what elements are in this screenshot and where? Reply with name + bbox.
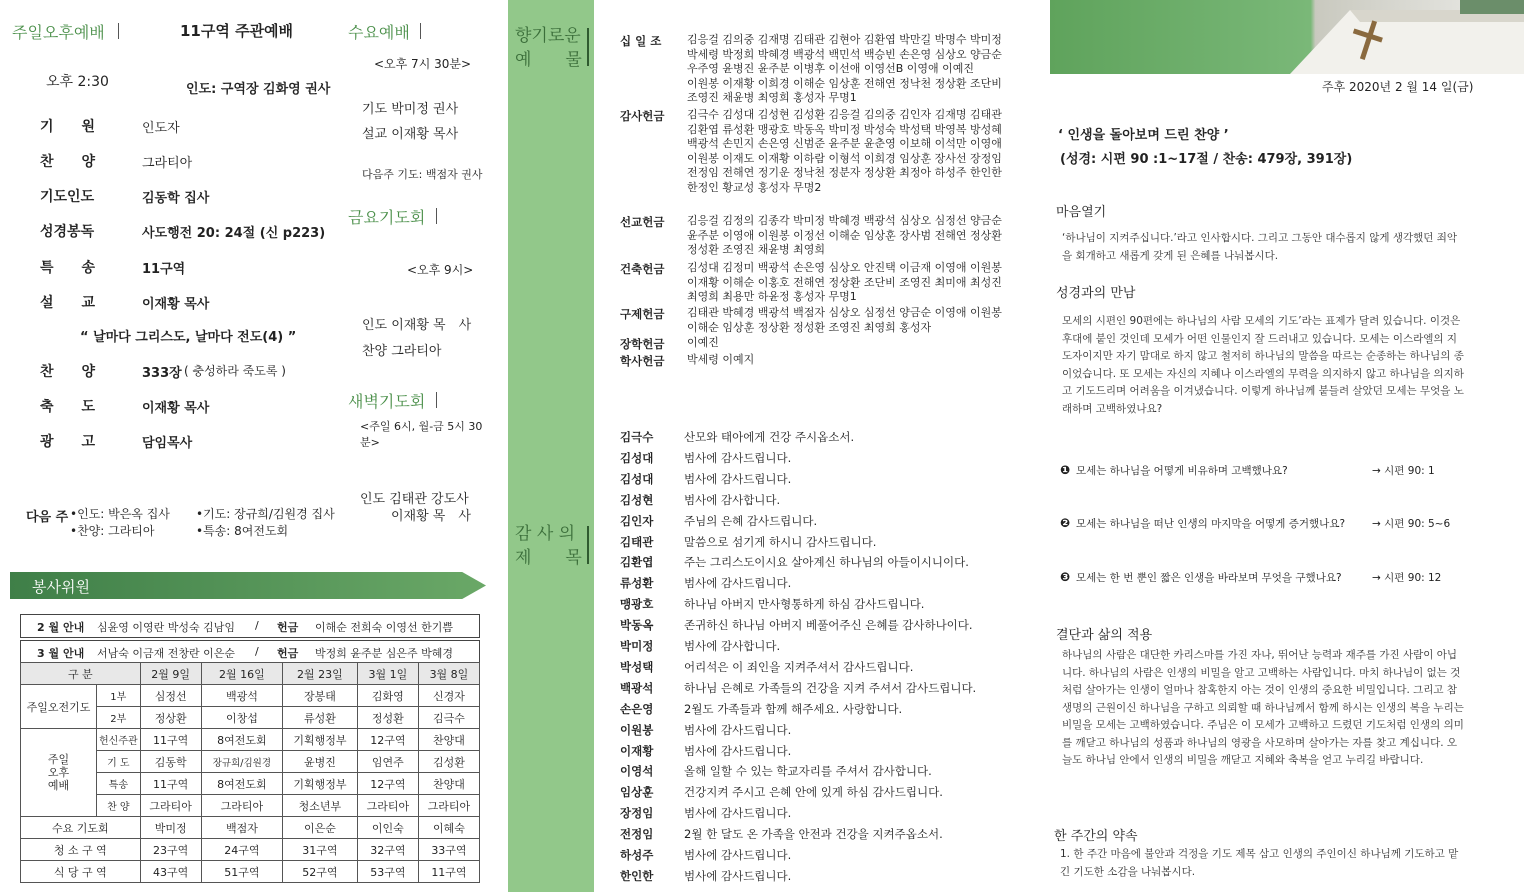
prayer-name: 김태관	[620, 534, 654, 549]
next-week-special: •특송: 8여전도회	[196, 524, 289, 538]
prayer-text: 주는 그리스도이시요 살아계신 하나님의 아들이시니이다.	[684, 555, 969, 570]
section-body: ‘하나님이 지켜주십니다.’라고 인사합시다. 그리고 그동안 대수롭지 않게 생각했던 죄악을 회개하고 새롭게 갖게 된 은혜를 나눠봅시다.	[1062, 232, 1458, 262]
service-leader: 인도: 구역장 김화영 권사	[186, 82, 331, 97]
table-cell: 백광석	[201, 685, 282, 707]
question-number: ❶	[1060, 463, 1071, 477]
table-cell: 11구역	[418, 861, 479, 883]
table-cell: 43구역	[140, 861, 201, 883]
prayer-text: 범사에 감사드립니다.	[684, 868, 792, 883]
table-cell: 24구역	[201, 839, 282, 861]
feb-slash: /	[255, 619, 259, 632]
prayer-text: 범사에 감사합니다.	[684, 492, 781, 507]
section-heading: 성경과의 만남	[1056, 286, 1136, 301]
table-cell: 53구역	[357, 861, 418, 883]
prayer-name: 한인한	[620, 868, 654, 883]
prayer-text: 2월 한 달도 온 가족을 안전과 건강을 지켜주옵소서.	[684, 827, 943, 842]
prayer-name: 백광석	[620, 680, 654, 695]
table-cell: 이인숙	[357, 817, 418, 839]
next-week-leader: •인도: 박은옥 집사	[70, 507, 170, 521]
table-cell: 장규희/김원경	[201, 751, 282, 773]
prayer-section-title: 감 사 의 제 목	[515, 524, 582, 568]
prayer-title-bar	[587, 526, 589, 564]
row-sub-label: 찬 양	[97, 795, 141, 817]
prayer-text: 범사에 감사드립니다.	[684, 576, 792, 591]
wednesday-divider	[420, 23, 421, 39]
offering-title-bar	[587, 28, 589, 66]
offering-section-title: 향기로운 예 물	[515, 26, 582, 70]
table-cell: 청소년부	[283, 795, 358, 817]
order-label: 광 고	[40, 434, 96, 450]
sermon-title: “ 날마다 그리스도, 날마다 전도(4) ”	[80, 330, 297, 345]
table-cell: 장봉태	[283, 685, 358, 707]
prayer-text: 범사에 감사합니다.	[684, 639, 781, 653]
prayer-text: 산모와 태아에게 건강 주시옵소서.	[684, 430, 855, 444]
prayer-text: 범사에 감사드립니다.	[684, 848, 792, 862]
table-cell: 8여전도회	[201, 729, 282, 751]
table-cell: 11구역	[140, 773, 201, 795]
order-value: 인도자	[142, 121, 180, 136]
prayer-name: 김성현	[620, 492, 654, 507]
other-rows	[21, 817, 480, 883]
prayer-text: 하나님 아버지 만사형통하게 하심 감사드립니다.	[684, 597, 925, 612]
table-cell: 김극수	[418, 707, 479, 729]
afternoon-service-title: 주일오후예배	[12, 23, 105, 42]
prayer-text: 올해 일할 수 있는 학교자리를 주셔서 감사합니다.	[684, 764, 932, 779]
wednesday-sermon: 설교 이재황 목사	[362, 127, 459, 142]
prayer-text: 범사에 감사드립니다.	[684, 471, 792, 486]
host-title: 11구역 주관예배	[180, 22, 294, 40]
order-value: 담임목사	[142, 436, 193, 451]
table-row	[21, 839, 480, 861]
wednesday-prayer: 기도 박미정 권사	[362, 102, 459, 117]
table-cell: 정상환	[140, 707, 201, 729]
table-header-cell: 3월 1일	[357, 663, 418, 685]
friday-title: 금요기도회	[348, 208, 426, 227]
friday-praise: 찬양 그라티아	[362, 344, 442, 359]
left-panel	[0, 0, 490, 892]
offering-names: 김성대 김정미 백광석 손은영 심상오 안진택 이금재 이영애 이원봉 이재황 이해순 이홍호 전해연 정상환 조단비 조영진 최미애 최성진 최영희 최용만 하윤정 홍성자 무명1	[687, 261, 1002, 304]
friday-lead: 인도 이재황 목 사	[362, 318, 472, 333]
table-header-cell: 2월 16일	[201, 663, 282, 685]
section-heading: 한 주간의 약속	[1054, 829, 1138, 844]
table-cell: 김성환	[418, 751, 479, 773]
offering-names: 김태관 박혜경 백광석 백점자 심상오 심정선 양금순 이영애 이원봉 이해순 임상훈 정상환 정성환 조영진 최영희 홍성자	[687, 306, 1002, 334]
table-cell: 이혜숙	[418, 817, 479, 839]
question-number: ❸	[1060, 570, 1071, 584]
table-cell: 51구역	[201, 861, 282, 883]
question-ref: → 시편 90: 12	[1372, 572, 1442, 584]
offering-category: 구제헌금	[620, 307, 665, 321]
table-cell: 찬양대	[418, 729, 479, 751]
prayer-name: 손은영	[620, 701, 654, 716]
order-value: 사도행전 20: 24절 (신 p223)	[142, 226, 326, 241]
question-text: 모세는 하나님을 떠난 인생의 마지막을 어떻게 증거했나요?	[1076, 518, 1346, 530]
mar-names: 서남숙 이금재 전창란 이은순	[97, 647, 236, 660]
prayer-text: 범사에 감사드립니다.	[684, 743, 792, 758]
offering-names: 이예진	[687, 336, 719, 349]
prayer-name: 김인자	[620, 513, 654, 528]
mar-offer-label: 헌금	[277, 647, 299, 660]
order-label: 성경봉독	[40, 224, 95, 240]
prayer-text: 주님의 은혜 감사드립니다.	[684, 513, 818, 528]
header-graphic	[1050, 0, 1524, 74]
offering-category: 선교헌금	[620, 215, 665, 229]
prayer-name: 김극수	[620, 430, 654, 444]
order-value: 김동학 집사	[142, 191, 210, 206]
prayer-name: 류성환	[620, 576, 654, 591]
bulletin-date: 주후 2020년 2 월 14 일(금)	[1322, 80, 1474, 94]
offering-names: 김응걸 김정의 김종각 박미정 박혜경 백광석 심상오 심정선 양금순 윤주분 이영애 이원봉 이정선 이해순 임상훈 장사범 전해연 정상환 정성환 조영진 채윤병 최영희	[687, 214, 1002, 257]
table-cell: 기획행정부	[283, 729, 358, 751]
table-cell: 박미정	[140, 817, 201, 839]
section-bible-meeting	[1056, 282, 1466, 418]
order-label: 기 원	[40, 119, 96, 135]
table-row	[21, 685, 480, 707]
volunteer-table	[20, 662, 480, 883]
next-week-prayer: •기도: 장규희/김원경 집사	[196, 507, 335, 521]
prayer-name: 박성택	[620, 659, 654, 674]
table-cell: 52구역	[283, 861, 358, 883]
table-cell: 32구역	[357, 839, 418, 861]
table-cell: 11구역	[140, 729, 201, 751]
offering-category: 장학헌금	[620, 337, 665, 351]
table-cell: 윤병진	[283, 751, 358, 773]
table-row	[21, 817, 480, 839]
offering-names: 김응걸 김의중 김재명 김태관 김현아 김환엽 박만길 박명수 박미정 박세령 박정희 박혜경 백광석 백민석 백승빈 손은영 심상오 양금순 우주영 윤병진 윤주분 이병후 이선애 이영선B 이영애 이예진 이원봉 이재황 이희경 이해순 임상훈 전해연 정낙천 정상환 조단비 조영진 채윤병 최영희 홍성자 무명1	[687, 33, 1002, 105]
question-ref: → 시편 90: 1	[1372, 465, 1435, 477]
wednesday-title: 수요예배	[348, 23, 410, 42]
question-text: 모세는 한 번 뿐인 짧은 인생을 바라보며 무엇을 구했나요?	[1076, 572, 1342, 584]
prayer-text: 범사에 감사드립니다.	[684, 450, 792, 465]
order-label: 특 송	[40, 260, 96, 276]
table-cell: 기획행정부	[283, 773, 358, 795]
feb-notice	[20, 614, 480, 638]
table-cell: 그라티아	[201, 795, 282, 817]
volunteer-title: 봉사위원	[32, 578, 90, 596]
table-cell: 12구역	[357, 729, 418, 751]
prayer-name: 김환엽	[620, 555, 654, 570]
order-label: 찬 양	[40, 154, 96, 170]
middle-green-band	[508, 0, 594, 892]
table-cell: 8여전도회	[201, 773, 282, 795]
row-sub-label: 2부	[97, 707, 141, 729]
question-text: 모세는 하나님을 어떻게 비유하며 고백했나요?	[1076, 465, 1288, 477]
prayer-text: 2월도 가족들과 함께 해주세요. 사랑합니다.	[684, 701, 903, 716]
row-sub-label: 기 도	[97, 751, 141, 773]
table-cell: 임연주	[357, 751, 418, 773]
table-cell: 이은순	[283, 817, 358, 839]
table-cell: 12구역	[357, 773, 418, 795]
table-cell: 김동학	[140, 751, 201, 773]
table-cell: 그라티아	[418, 795, 479, 817]
table-cell: 31구역	[283, 839, 358, 861]
prayer-name: 박동옥	[620, 618, 654, 633]
afternoon-rows	[21, 729, 480, 817]
wednesday-time: <오후 7시 30분>	[374, 57, 472, 71]
sermon-main-title: ‘ 인생을 돌아보며 드린 찬양 ’	[1058, 128, 1229, 143]
row-group-label: 청 소 구 역	[21, 839, 141, 861]
row-sub-label: 특송	[97, 773, 141, 795]
prayer-text: 범사에 감사드립니다.	[684, 806, 792, 821]
prayer-name: 이영석	[620, 764, 654, 779]
table-cell: 정성환	[357, 707, 418, 729]
order-value: 그라티아	[142, 156, 193, 171]
table-cell: 찬양대	[418, 773, 479, 795]
row-group-label: 주일오전기도	[21, 685, 97, 729]
prayer-text: 어리석은 이 죄인을 지켜주셔서 감사드립니다.	[684, 659, 914, 674]
section-open-heart	[1056, 201, 1466, 265]
order-value: 이재황 목사	[142, 297, 210, 312]
next-week-praise: •찬양: 그라티아	[70, 524, 155, 538]
prayer-name: 임상훈	[620, 785, 654, 800]
row-group-label: 수요 기도회	[21, 817, 141, 839]
dawn-title: 새벽기도회	[348, 392, 426, 411]
prayer-text: 하나님 은혜로 가족들의 건강을 지켜 주셔서 감사드립니다.	[684, 680, 977, 695]
prayer-name: 박미정	[620, 639, 654, 653]
mar-offer-names: 박정희 윤주분 심은주 박혜경	[315, 647, 454, 660]
offering-names: 박세령 이예지	[687, 353, 755, 366]
prayer-name: 이원봉	[620, 722, 654, 737]
table-cell: 신경자	[418, 685, 479, 707]
table-cell: 33구역	[418, 839, 479, 861]
prayer-text: 존귀하신 하나님 아버지 베풀어주신 은혜를 감사하나이다.	[684, 618, 973, 633]
dawn-lead-2: 이재황 목 사	[391, 509, 471, 524]
table-cell: 류성환	[283, 707, 358, 729]
bible-cross-icon	[1050, 0, 1524, 74]
feb-names: 심윤영 이영란 박성숙 김남임	[97, 621, 236, 634]
dawn-time: <주일 6시, 월-금 5시 30분>	[360, 420, 483, 449]
prayer-text: 말씀으로 섬기게 하시니 감사드립니다.	[684, 534, 877, 549]
row-sub-label: 1부	[97, 685, 141, 707]
table-cell: 23구역	[140, 839, 201, 861]
section-heading: 마음열기	[1056, 205, 1107, 220]
order-value: 이재황 목사	[142, 401, 210, 416]
order-value: 11구역	[142, 262, 186, 277]
table-header-row	[21, 663, 480, 685]
table-header-cell: 2월 9일	[140, 663, 201, 685]
mar-slash: /	[255, 645, 259, 658]
mar-label: 3 월 안내	[37, 647, 85, 660]
table-row	[21, 861, 480, 883]
feb-label: 2 월 안내	[37, 621, 85, 634]
order-label: 기도인도	[40, 189, 95, 205]
table-header-cell: 구 분	[21, 663, 141, 685]
row-group-label: 식 당 구 역	[21, 861, 141, 883]
order-value: 333장	[142, 366, 182, 381]
prayer-name: 하성주	[620, 848, 654, 862]
offering-names: 김극수 김성대 김성현 김성환 김응걸 김의중 김인자 김재명 김태관 김환엽 류성환 맹광호 박동옥 박미정 박성숙 박성택 박영복 방성혜 백광석 손민지 손은영 신범준 윤주분 윤춘영 이보해 이석만 이영애 이원봉 이재도 이재황 이하람 이형석 이희경 임상훈 장사선 장정임 전정임 전해연 정기운 정낙천 정분자 정상환 최정아 하성주 한인한 한정인 황교성 홍성자 무명2	[687, 108, 1002, 194]
section-body: 모세의 시편인 90편에는 하나님의 사람 모세의 기도’라는 표제가 달려 있습니다. 이것은 후대에 붙인 것인데 모세가 어떤 인물인지 잘 드러내고 있습니다. 모세는 이스라엘의 지도자이지만 자기 맘대로 하지 않고 철저히 하나님의 말씀을 따르는 순종하는 하나님의 종이었습니다. 또 모세는 자신의 지혜나 이스라엘의 무력을 의지하지 않고 하나님을 의지하고 기도드리며 어려움을 이겨냈습니다. 이렇게 하나님께 붙들려 살았던 모세는 무엇을 노래하며 고백하였나요?	[1062, 315, 1464, 415]
section-heading: 결단과 삶의 적용	[1056, 628, 1153, 643]
table-cell: 심정선	[140, 685, 201, 707]
offering-category: 학사헌금	[620, 354, 665, 368]
section-promise	[1054, 825, 1464, 881]
dawn-divider	[436, 392, 437, 408]
offering-category: 건축헌금	[620, 262, 665, 276]
prayer-name: 김성대	[620, 450, 654, 465]
row-group-label: 주일 오후 예배	[21, 729, 97, 817]
prayer-text: 건강지켜 주시고 은혜 안에 있게 하심 감사드립니다.	[684, 785, 943, 800]
feb-offer-names: 이해순 전희숙 이영선 한기쁨	[315, 621, 454, 634]
table-cell: 백점자	[201, 817, 282, 839]
table-cell: 그라티아	[140, 795, 201, 817]
feb-offer-label: 헌금	[277, 621, 299, 634]
table-cell: 김화영	[357, 685, 418, 707]
service-time: 오후 2:30	[46, 74, 109, 90]
table-cell: 그라티아	[357, 795, 418, 817]
row-sub-label: 헌신주관	[97, 729, 141, 751]
mar-notice	[20, 640, 480, 664]
offering-category: 감사헌금	[620, 109, 665, 123]
prayer-name: 맹광호	[620, 597, 654, 612]
prayer-name: 전정임	[620, 827, 654, 842]
order-label: 축 도	[40, 399, 96, 415]
table-header-cell: 2월 23일	[283, 663, 358, 685]
table-row	[21, 729, 480, 751]
section-body: 1. 한 주간 마음에 불안과 걱정을 기도 제목 삼고 인생의 주인이신 하나님께 기도하고 맡긴 기도한 소감을 나눠봅시다.	[1060, 848, 1459, 878]
section-decision	[1056, 624, 1466, 770]
next-week-label: 다음 주	[26, 510, 69, 525]
scripture-ref: (성경: 시편 90 :1~17절 / 찬송: 479장, 391장)	[1060, 152, 1353, 167]
title-divider	[118, 23, 119, 39]
question-ref: → 시편 90: 5~6	[1372, 518, 1451, 530]
friday-divider	[436, 208, 437, 224]
order-label: 설 교	[40, 295, 96, 311]
offering-category: 십 일 조	[620, 34, 662, 48]
friday-time: <오후 9시>	[407, 263, 474, 277]
question-number: ❷	[1060, 516, 1071, 530]
prayer-text: 범사에 감사드립니다.	[684, 722, 792, 737]
wednesday-next: 다음주 기도: 백점자 권사	[362, 168, 483, 181]
dawn-lead-1: 인도 김태관 강도사	[360, 492, 469, 507]
table-cell: 이창섭	[201, 707, 282, 729]
prayer-name: 장정임	[620, 806, 654, 821]
hymn-note: ( 충성하라 죽도록 )	[184, 364, 286, 378]
prayer-name: 김성대	[620, 471, 654, 486]
table-header-cell: 3월 8일	[418, 663, 479, 685]
morning-rows	[21, 685, 480, 729]
prayer-name: 이재황	[620, 743, 654, 758]
section-body: 하나님의 사람은 대단한 카리스마를 가진 자나, 뛰어난 능력과 재주를 가진 사람이 아닙니다. 하나님의 사람은 인생의 비밀을 알고 고백하는 사람입니다. 마치 하나님이 없는 것처럼 살아가는 인생이 얼마나 참혹한지 아는 것이 인생의 중요한 비밀입니다. 그리고 참 생명의 근원이신 하나님을 구하고 의뢰할 때 하나님께서 함께 하시는 인생의 복을 누리는 비밀을 모세는 고백하였습니다. 주님은 이 모세가 고백하고 드렸던 기도처럼 인생의 의미를 깨닫고 하나님의 성품과 하나님의 영광을 사모하며 살아가는 자를 찾고 계십니다. 오늘도 하나님 안에서 인생의 비밀을 깨닫고 지혜와 축복을 얻고 누리길 바랍니다.	[1062, 649, 1464, 766]
order-label: 찬 양	[40, 364, 96, 380]
